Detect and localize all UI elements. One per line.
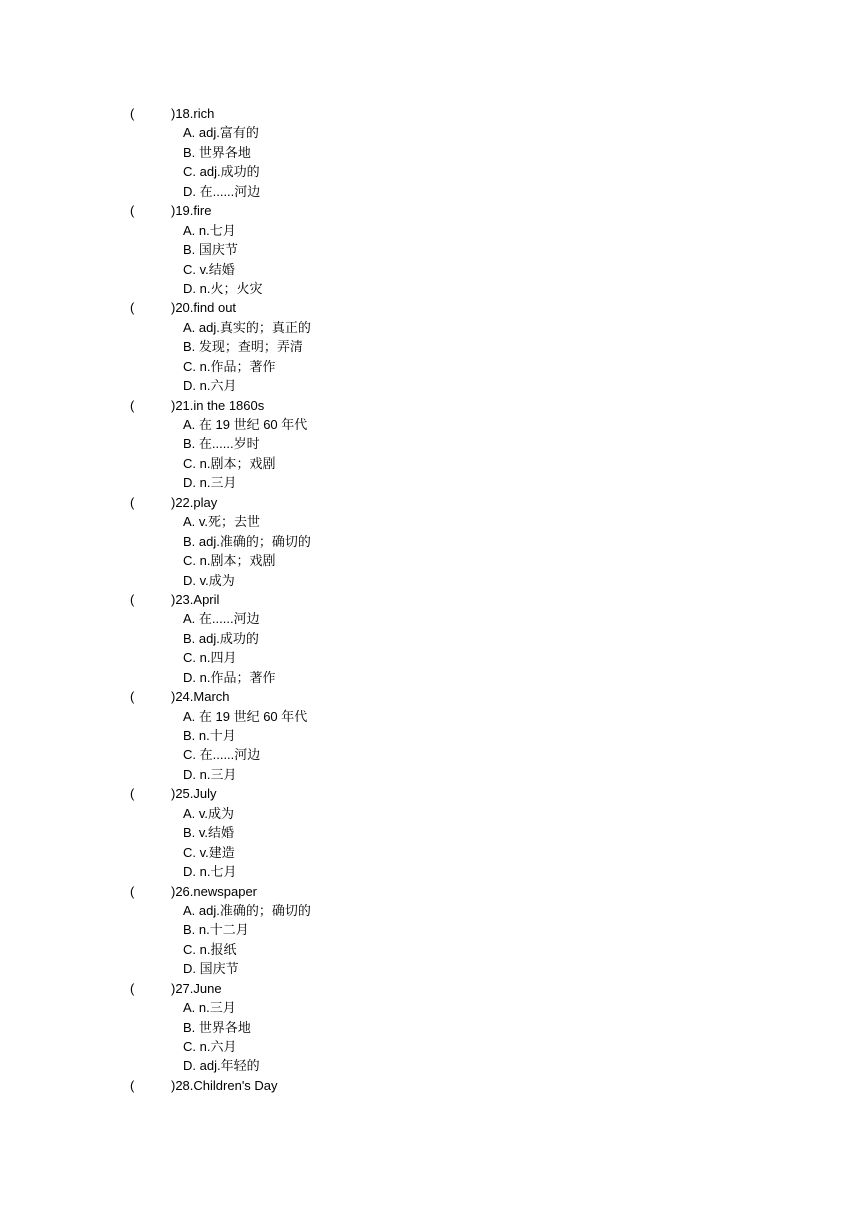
option-line bbox=[0, 123, 860, 142]
option-line bbox=[0, 940, 860, 959]
option-text: A. adj.富有的 bbox=[183, 125, 259, 141]
option-line bbox=[0, 629, 860, 648]
option-line bbox=[0, 707, 860, 726]
question-line bbox=[0, 493, 860, 512]
option-line bbox=[0, 571, 860, 590]
option-text: D. n.作品；著作 bbox=[183, 669, 276, 685]
option-text: D. n.六月 bbox=[183, 378, 237, 394]
option-text: D. adj.年轻的 bbox=[183, 1058, 260, 1074]
option-line bbox=[0, 726, 860, 745]
option-line bbox=[0, 843, 860, 862]
question-line bbox=[0, 687, 860, 706]
answer-blank-open-paren: ( bbox=[130, 106, 135, 121]
option-text: B. 世界各地 bbox=[183, 1019, 251, 1035]
question-prompt: )20.find out bbox=[171, 300, 237, 316]
option-text: A. v.死；去世 bbox=[183, 514, 261, 530]
option-line bbox=[0, 221, 860, 240]
option-text: B. 国庆节 bbox=[183, 242, 238, 258]
option-line bbox=[0, 240, 860, 259]
option-text: A. 在 19 世纪 60 年代 bbox=[183, 708, 308, 724]
option-text: B. 世界各地 bbox=[183, 144, 251, 160]
option-line bbox=[0, 959, 860, 978]
option-text: B. 发现；查明；弄清 bbox=[183, 339, 303, 355]
option-text: C. v.结婚 bbox=[183, 261, 235, 277]
option-line bbox=[0, 862, 860, 881]
question-prompt: )22.play bbox=[171, 494, 218, 510]
question-line bbox=[0, 396, 860, 415]
option-text: D. n.三月 bbox=[183, 766, 237, 782]
option-text: B. adj.成功的 bbox=[183, 630, 259, 646]
option-line bbox=[0, 260, 860, 279]
option-text: C. 在......河边 bbox=[183, 747, 261, 763]
option-text: B. 在......岁时 bbox=[183, 436, 260, 452]
option-line bbox=[0, 162, 860, 181]
option-text: C. n.作品；著作 bbox=[183, 358, 276, 374]
option-line bbox=[0, 1037, 860, 1056]
option-text: A. adj.真实的；真正的 bbox=[183, 319, 311, 335]
question-prompt: )24.March bbox=[171, 689, 230, 705]
option-line bbox=[0, 901, 860, 920]
option-text: B. n.十月 bbox=[183, 728, 236, 743]
answer-blank-open-paren: ( bbox=[130, 980, 135, 996]
question-line bbox=[0, 201, 860, 220]
option-line bbox=[0, 454, 860, 473]
option-text: B. adj.准确的；确切的 bbox=[183, 533, 311, 549]
option-line bbox=[0, 1018, 860, 1037]
option-line bbox=[0, 609, 860, 628]
option-line bbox=[0, 512, 860, 531]
question-line bbox=[0, 298, 860, 317]
option-text: A. n.七月 bbox=[183, 222, 236, 238]
option-line bbox=[0, 318, 860, 337]
answer-blank-open-paren: ( bbox=[130, 689, 135, 705]
question-prompt: )27.June bbox=[171, 980, 222, 996]
answer-blank-open-paren: ( bbox=[130, 397, 135, 413]
option-text: B. n.十二月 bbox=[183, 922, 249, 938]
option-line bbox=[0, 648, 860, 667]
answer-blank-open-paren: ( bbox=[130, 300, 135, 316]
option-line bbox=[0, 551, 860, 570]
option-line bbox=[0, 920, 860, 939]
answer-blank-open-paren: ( bbox=[130, 1077, 135, 1093]
question-line bbox=[0, 979, 860, 998]
question-prompt: )25.July bbox=[171, 786, 217, 802]
question-line bbox=[0, 882, 860, 901]
option-line bbox=[0, 668, 860, 687]
option-text: D. n.三月 bbox=[183, 475, 237, 491]
option-line bbox=[0, 434, 860, 453]
question-prompt: )19.fire bbox=[171, 203, 212, 219]
option-line bbox=[0, 415, 860, 434]
option-line bbox=[0, 337, 860, 356]
option-line bbox=[0, 1056, 860, 1075]
option-text: C. n.四月 bbox=[183, 650, 237, 666]
answer-blank-open-paren: ( bbox=[130, 591, 135, 607]
option-text: D. n.七月 bbox=[183, 864, 237, 880]
option-line bbox=[0, 532, 860, 551]
option-text: C. n.六月 bbox=[183, 1039, 237, 1054]
option-text: A. 在 19 世纪 60 年代 bbox=[183, 417, 308, 432]
option-text: A. 在......河边 bbox=[183, 611, 260, 627]
option-text: C. v.建造 bbox=[183, 844, 235, 860]
option-text: D. v.成为 bbox=[183, 572, 235, 588]
question-line bbox=[0, 104, 860, 123]
question-line bbox=[0, 590, 860, 609]
option-line bbox=[0, 473, 860, 492]
option-line bbox=[0, 182, 860, 201]
question-prompt: )28.Children's Day bbox=[171, 1077, 278, 1093]
option-text: C. n.报纸 bbox=[183, 941, 237, 957]
option-line bbox=[0, 143, 860, 162]
option-text: C. adj.成功的 bbox=[183, 164, 260, 180]
option-line bbox=[0, 998, 860, 1017]
answer-blank-open-paren: ( bbox=[130, 494, 135, 510]
answer-blank-open-paren: ( bbox=[130, 786, 135, 802]
option-line bbox=[0, 357, 860, 376]
answer-blank-open-paren: ( bbox=[130, 883, 135, 899]
option-text: B. v.结婚 bbox=[183, 825, 235, 841]
answer-blank-open-paren: ( bbox=[130, 203, 135, 219]
option-text: D. 国庆节 bbox=[183, 961, 239, 977]
question-prompt: )21.in the 1860s bbox=[171, 397, 265, 413]
option-text: C. n.剧本；戏剧 bbox=[183, 553, 276, 569]
option-text: A. v.成为 bbox=[183, 805, 235, 821]
question-line bbox=[0, 1076, 860, 1095]
option-line bbox=[0, 279, 860, 298]
question-prompt: )26.newspaper bbox=[171, 883, 257, 899]
question-line bbox=[0, 784, 860, 803]
option-text: D. n.火；火灾 bbox=[183, 280, 263, 296]
option-line bbox=[0, 804, 860, 823]
question-list bbox=[0, 104, 860, 1095]
option-line bbox=[0, 765, 860, 784]
option-line bbox=[0, 823, 860, 842]
option-text: D. 在......河边 bbox=[183, 183, 261, 199]
option-text: A. n.三月 bbox=[183, 1000, 236, 1016]
option-text: C. n.剧本；戏剧 bbox=[183, 455, 276, 471]
option-line bbox=[0, 376, 860, 395]
question-prompt: )18.rich bbox=[171, 106, 215, 121]
question-prompt: )23.April bbox=[171, 591, 220, 607]
option-line bbox=[0, 745, 860, 764]
option-text: A. adj.准确的；确切的 bbox=[183, 902, 311, 918]
